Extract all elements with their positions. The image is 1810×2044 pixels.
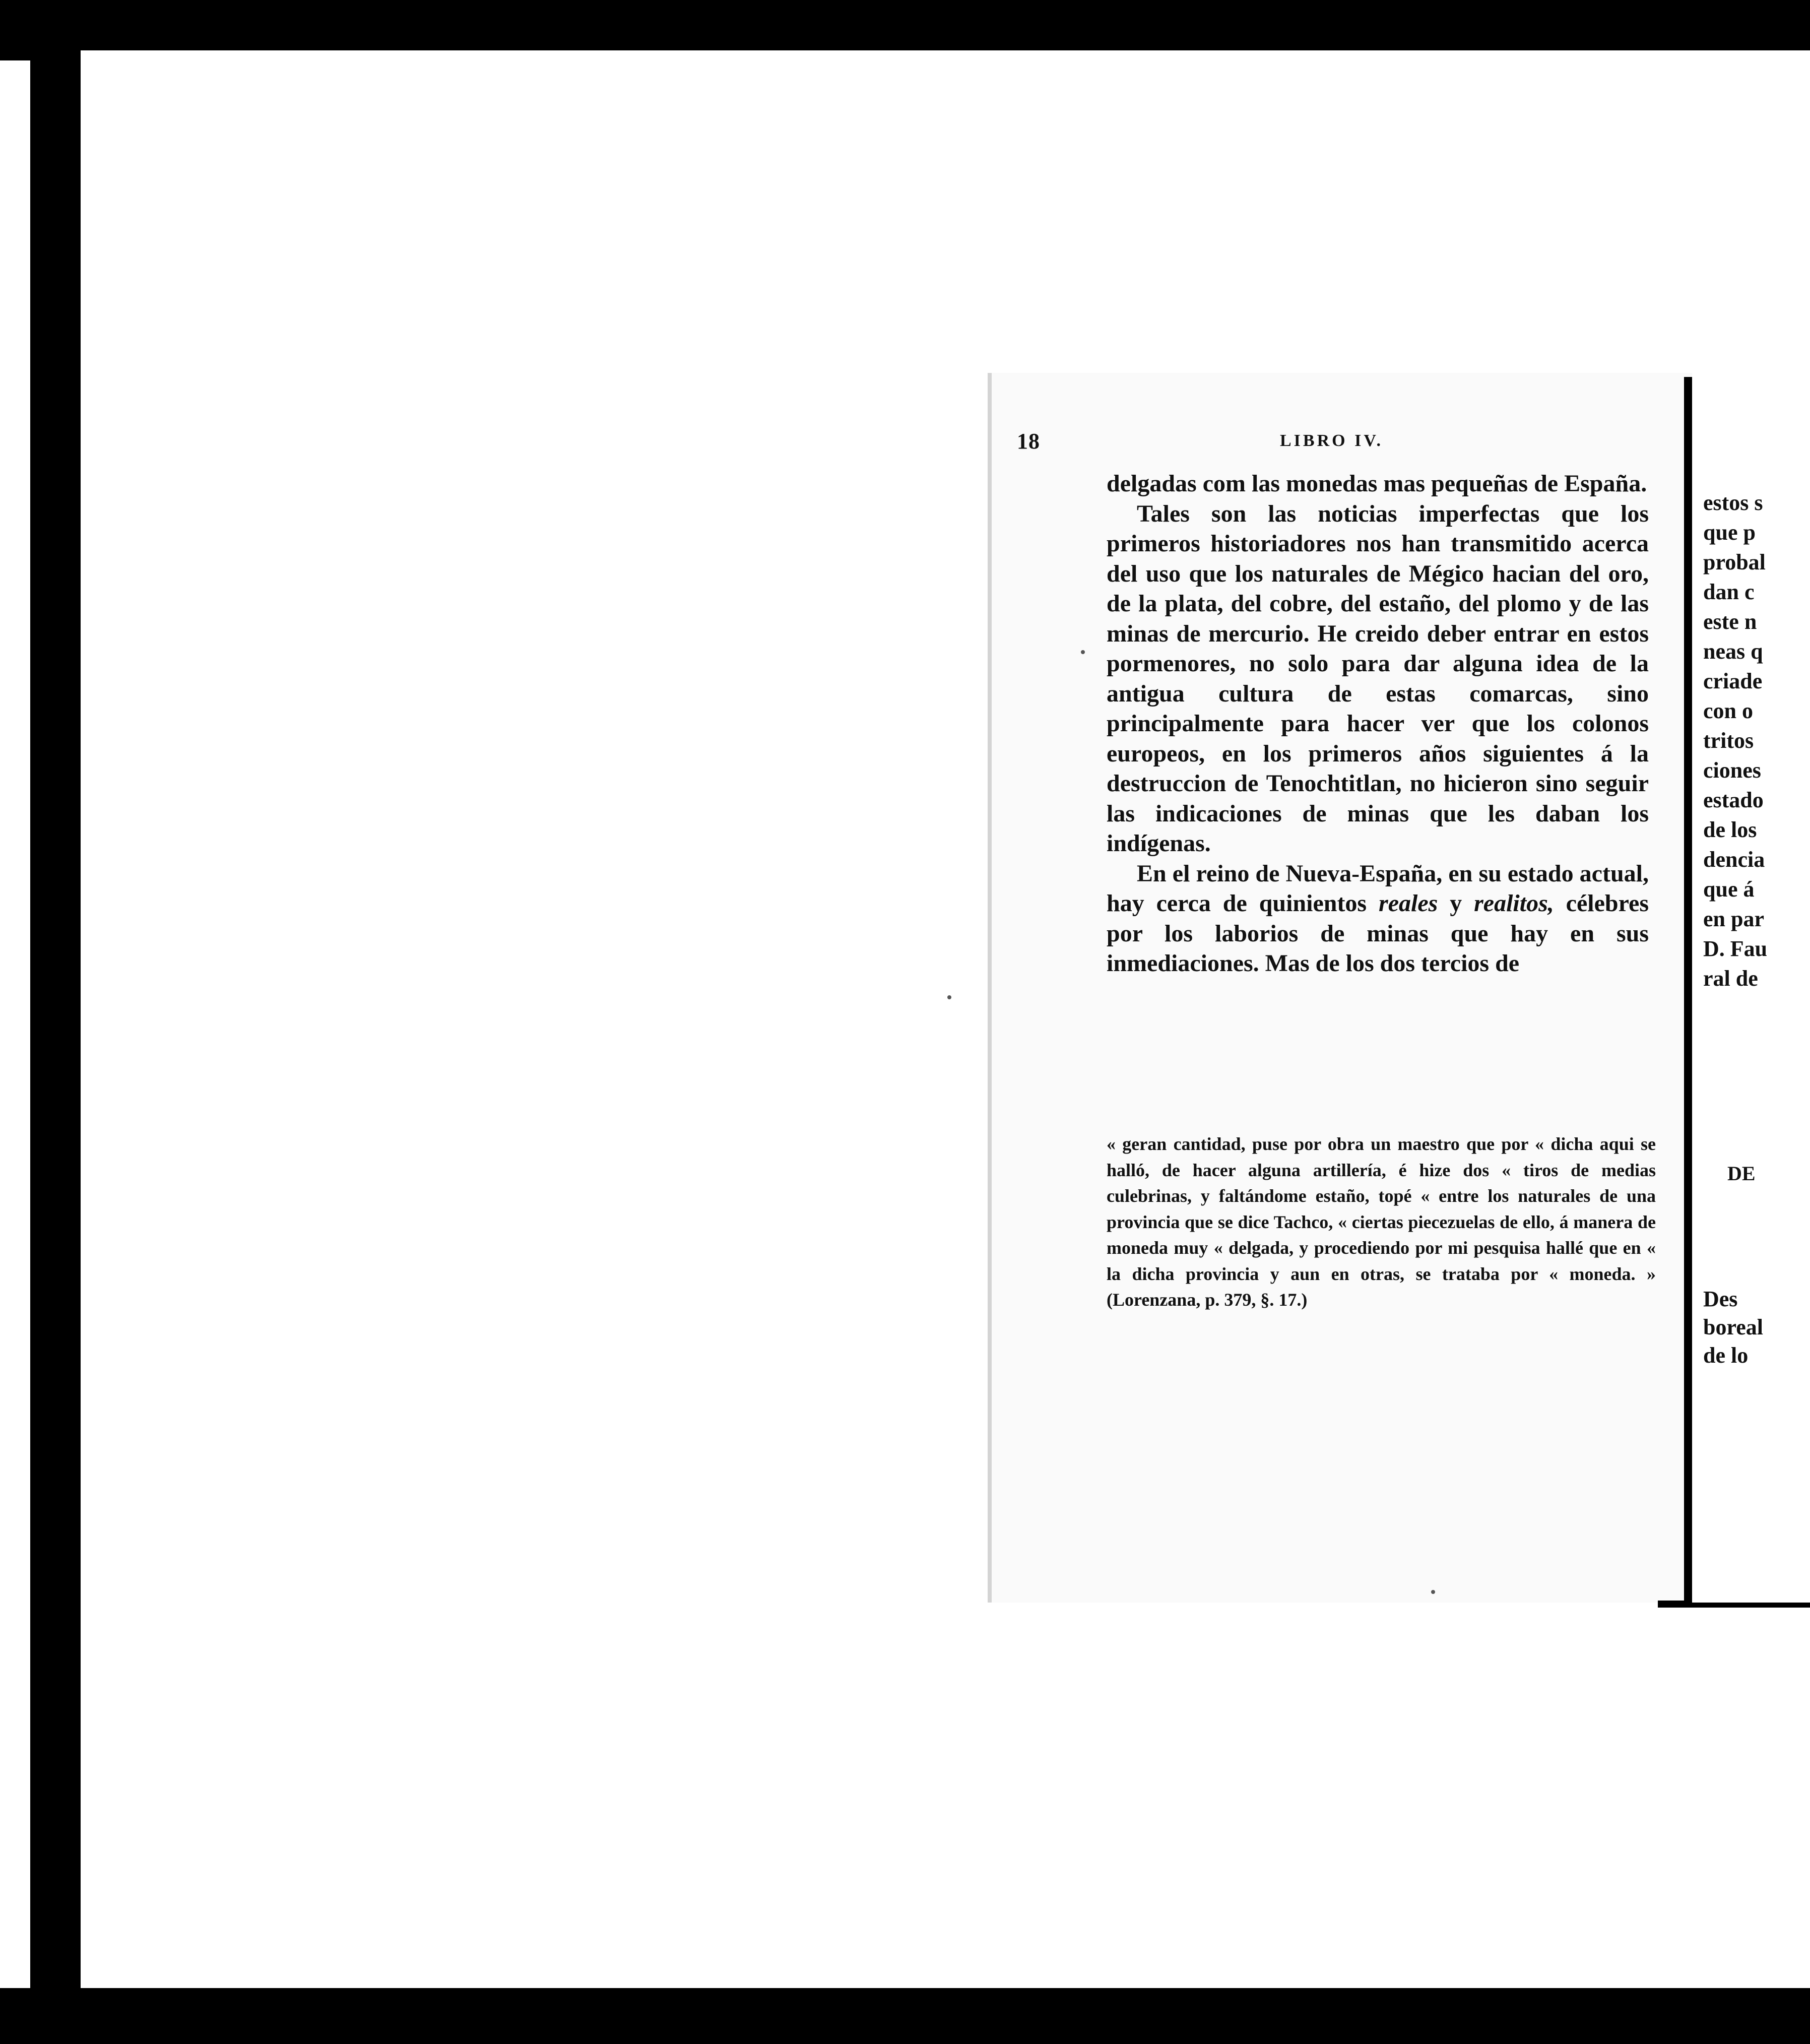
right-line: este n <box>1703 609 1757 634</box>
footnote <box>1107 1131 1656 1313</box>
right-line: que p <box>1703 520 1756 545</box>
scan-frame-top <box>0 0 1810 50</box>
right-page-heading: DE <box>1727 1162 1756 1185</box>
scan-speck <box>1081 650 1085 654</box>
page-number: 18 <box>1017 429 1040 454</box>
main-text <box>1107 469 1649 979</box>
right-line: tritos <box>1703 728 1754 753</box>
right-line: que á <box>1703 877 1755 902</box>
right-line: neas q <box>1703 639 1763 664</box>
right-page-lower-lines <box>1703 1285 1763 1370</box>
right-page <box>1692 373 1810 1603</box>
term-realitos: realitos, <box>1474 890 1554 917</box>
paragraph-3-end: célebres por los laborios de minas que hay en sus inmediaciones. Mas de los dos tercios de <box>1107 890 1649 977</box>
right-line: probal <box>1703 550 1766 574</box>
right-lower-line: Des <box>1703 1287 1738 1311</box>
right-line: estos s <box>1703 490 1763 515</box>
right-line: criade <box>1703 669 1763 693</box>
footnote-text: « geran cantidad, puse por obra un maestro que por « dicha aqui se halló, de hacer alguna artillería, é hize dos « tiros de medias culebrinas, y faltándome estaño, topé « entre los naturales de una provincia que se dice Tachco, « ciertas piecezuelas de ello, á manera de moneda muy « delgada, y procediendo por mi pesquisa hallé que en « la dicha provincia y aun en otras, se trataba por « moneda. » (Lorenzana, p. 379, §. 17.) <box>1107 1134 1656 1310</box>
right-line: ciones <box>1703 758 1761 783</box>
term-reales: reales <box>1379 890 1438 917</box>
scan-frame-left <box>30 0 81 2044</box>
right-line: ral de <box>1703 966 1758 991</box>
right-line: dan c <box>1703 580 1755 604</box>
right-line: dencia <box>1703 847 1765 872</box>
right-line: D. Fau <box>1703 936 1768 961</box>
scan-frame-bottom <box>0 1988 1810 2044</box>
scan-speck <box>947 995 951 999</box>
right-line: de los <box>1703 817 1757 842</box>
conjunction: y <box>1450 890 1462 917</box>
scan-speck <box>1431 1590 1435 1594</box>
paragraph-1: delgadas com las monedas mas pequeñas de España. <box>1107 470 1647 497</box>
paragraph-2: Tales son las noticias imperfectas que los primeros historiadores nos han transmitido acerca del uso que los naturales de Mégico hacian del oro, de la plata, del cobre, del estaño, del plomo y de las minas de mercurio. He creido deber entrar en estos pormenores, no solo para dar alguna idea de la antigua cultura de estas comarcas, sino principalmente para hacer ver que los colonos europeos, en los primeros años siguientes á la destruccion de Tenochtitlan, no hicieron sino seguir las indicaciones de minas que les daban los indígenas. <box>1107 500 1649 857</box>
right-line: con o <box>1703 698 1753 723</box>
right-line: estado <box>1703 788 1764 812</box>
right-lower-line: boreal <box>1703 1315 1763 1339</box>
running-head: LIBRO IV. <box>1280 431 1383 450</box>
gutter-line <box>1684 377 1692 1607</box>
paragraph-3-start: En el reino de Nueva-España, en su estado actual, hay cerca de quinientos <box>1107 860 1649 917</box>
right-page-lines <box>1703 488 1810 993</box>
right-line: en par <box>1703 907 1764 931</box>
paragraph-3 <box>1107 859 1649 979</box>
right-lower-line: de lo <box>1703 1343 1749 1368</box>
scan-frame-notch <box>0 30 30 60</box>
